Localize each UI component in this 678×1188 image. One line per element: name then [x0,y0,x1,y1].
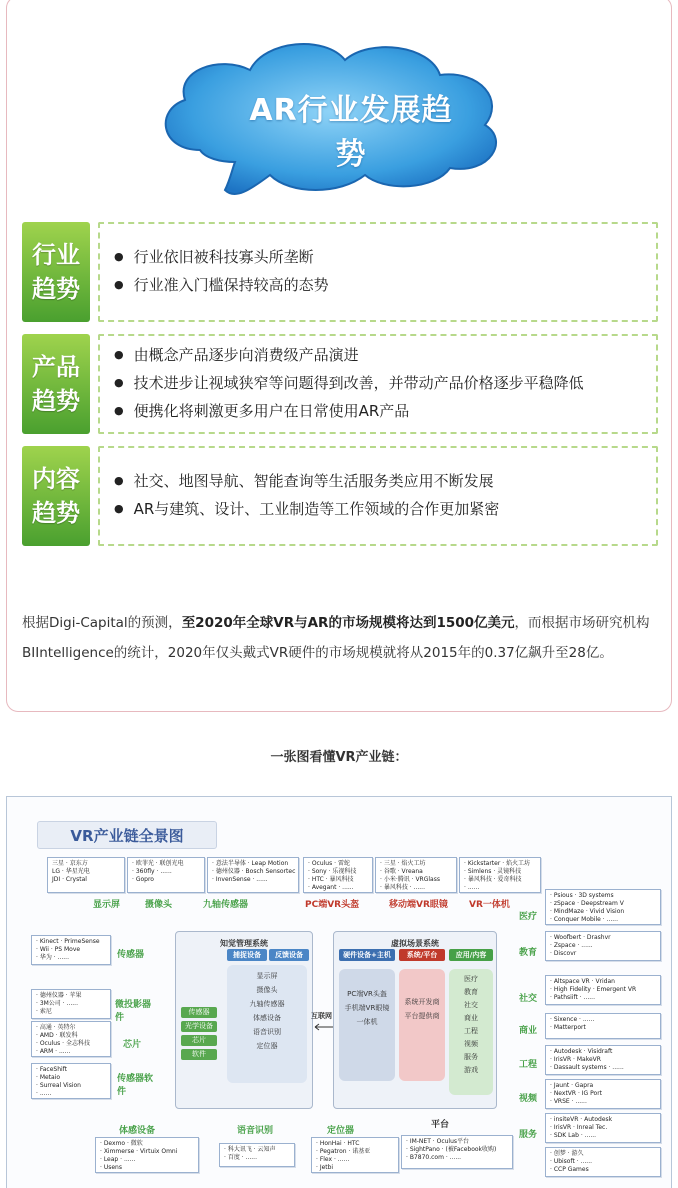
cloud-title: AR行业发展趋势 [249,93,453,172]
box-line: · FaceShift [36,1066,68,1073]
left-box-sensor-software [31,1063,111,1099]
label-locator: 定位器 [327,1126,355,1136]
box-line: · HTC · 暴风科技 [308,876,354,883]
platform-item: 系统开发商 [404,998,440,1006]
bottom-box-voice [219,1143,295,1167]
label-social: 社交 [519,994,538,1004]
paragraph-part1: 根据Digi-Capital的预测， [22,615,182,631]
trend-item: ● AR与建筑、设计、工业制造等工作领域的合作更加紧密 [114,496,656,524]
app-item: 视频 [464,1040,478,1048]
box-line: · 科大讯飞 · 云知声 [224,1146,276,1153]
label-business: 商业 [519,1026,538,1036]
label-platform: 平台 [431,1120,450,1130]
box-line: · Avegant · ...... [308,884,354,891]
app-list [449,969,493,1095]
tag-feedback: 反馈设备 [269,949,309,961]
top-box-sensor [207,857,299,893]
box-line: · insiteVR · Autodesk [550,1116,613,1123]
trend-label-box [22,222,90,322]
right-box-games [545,1147,661,1177]
label-service: 服务 [519,1130,538,1140]
right-box-medical [545,889,661,925]
box-line: · 华为 · ...... [36,954,69,961]
perception-item: 语音识别 [253,1028,281,1036]
right-box-business [545,1013,661,1039]
label-medical: 医疗 [519,912,538,922]
label-display: 显示屏 [93,900,121,910]
box-line: · Usens [100,1164,122,1171]
box-line: · Jaunt · Gapra [550,1082,594,1089]
trend-label-line2: 趋势 [32,499,80,527]
tag-capture: 捕捉设备 [227,949,267,961]
box-line: JDI · Crystal [52,876,87,883]
box-line: · Woofbert · Drashvr [550,934,611,941]
pano-title: VR产业链全景图 [37,821,217,849]
box-line: · Leap · ...... [100,1156,136,1163]
perception-item: 摄像头 [256,986,278,994]
box-line: · 德州仪器 · 苹果 [36,992,82,999]
hardware-item: 一体机 [356,1018,378,1026]
trend-label-line1: 产品 [32,353,80,381]
trend-label-box [22,334,90,434]
top-box-all-in-one [459,857,541,893]
box-line: · 三星 · 焰火工坊 [380,860,426,867]
btn-sensor: 传感器 [181,1007,217,1018]
box-line: · HonHai · HTC [316,1140,360,1147]
trend-label-box [22,446,90,546]
box-line: · Jetbi [316,1164,334,1171]
box-line: · 高通 · 英特尔 [36,1024,76,1031]
box-line: · VRSE · ...... [550,1098,587,1105]
box-line: · Discovr [550,950,577,957]
box-line: · Ximmerse · Virtuix Omni [100,1148,178,1155]
trend-label-line1: 行业 [32,241,80,269]
app-item: 工程 [464,1027,478,1035]
label-all-in-one: VR一体机 [469,900,510,910]
top-box-pc-vr [303,857,373,893]
tag-app: 应用/内容 [449,949,493,961]
right-box-service [545,1113,661,1143]
right-box-social [545,975,661,1005]
app-item: 商业 [464,1014,478,1022]
box-line: · Flex · ...... [316,1156,350,1163]
box-line: · Dexmo · 微软 [100,1140,143,1147]
left-box-projector [31,989,111,1019]
box-line: · Dassault systems · ...... [550,1064,624,1071]
label-video: 视频 [519,1094,538,1104]
trend-label-line2: 趋势 [32,387,80,415]
trend-items-frame [98,446,658,546]
hardware-item: PC端VR头盔 [347,990,387,998]
box-line: · Simlens · 灵镜科技 [464,868,522,875]
box-line: · 暴风科技 · ...... [380,884,425,891]
paragraph-part2: ，而根据市场研究机构BIIntelligence的统计，2020年仅头戴式VR硬件的市场规模就将从2015年的0.37亿飙升至28亿。 [22,615,650,661]
label-pc-vr: PC端VR头盔 [305,900,360,910]
box-line: · MindMaze · Vivid Vision [550,908,625,915]
btn-software: 软件 [181,1049,217,1060]
app-item: 医疗 [464,975,478,983]
hardware-list [339,969,395,1081]
box-line: · 小米·腾讯 · VRGlass [380,876,440,883]
box-line: · IrisVR · MakeVR [550,1056,601,1063]
box-line: · ...... [36,1090,52,1097]
label-education: 教育 [519,948,538,958]
trend-item: ● 社交、地图导航、智能查询等生活服务类应用不断发展 [114,468,656,496]
label-engineering: 工程 [519,1060,538,1070]
btn-optics: 光学设备 [181,1021,217,1032]
box-line: 三星 · 京东方 [52,860,88,867]
trend-item: ● 行业准入门槛保持较高的态势 [114,272,656,300]
box-line: · zSpace · Deepstream V [550,900,624,907]
trend-items-frame [98,334,658,434]
box-line: · Gopro [132,876,154,883]
right-box-video [545,1079,661,1109]
platform-item: 平台提供商 [404,1012,440,1020]
box-line: · Kinect · PrimeSense [36,938,100,945]
box-line: LG · 华星光电 [52,868,90,875]
box-line: · 360fly · ...... [132,868,172,875]
hardware-item: 手机端VR眼镜 [344,1004,390,1012]
box-line: · SightPano · (被Facebook收购) [406,1146,497,1153]
box-line: · Surreal Vision [36,1082,81,1089]
app-item: 教育 [464,988,478,996]
box-line: · High Fidelity · Emergent VR [550,986,637,993]
box-line: · 3M公司 · ...... [36,1000,78,1007]
trend-item: ● 行业依旧被科技寡头所垄断 [114,244,656,272]
label-sensor: 传感器 [117,950,145,960]
box-line: · Psious · 3D systems [550,892,614,899]
label-nine-axis: 九轴传感器 [203,900,249,910]
box-line: · Matterport [550,1024,586,1031]
box-line: · 暴风科技 · 爱奇科技 [464,876,522,883]
tag-platform: 系统/平台 [399,949,445,961]
box-line: · CCP Games [550,1166,589,1173]
box-line: · 创梦 · 游久 [550,1150,584,1157]
box-line: · Wii · PS Move [36,946,81,953]
box-line: · Sony · 乐视科技 [308,868,357,875]
box-line: · Autodesk · Visidraft [550,1048,613,1055]
trend-label-line1: 内容 [32,465,80,493]
box-line: · Ubisoft · ...... [550,1158,593,1165]
box-line: · Kickstarter · 焰火工坊 [464,860,531,867]
top-box-camera [127,857,205,893]
trend-row-content [22,446,658,546]
box-line: · ...... [464,884,480,891]
tag-hardware: 硬件设备+主机 [339,949,395,961]
vr-panorama [6,796,672,1188]
top-box-display [47,857,125,893]
top-box-mobile-vr [375,857,457,893]
app-item: 游戏 [464,1066,478,1074]
trend-item: ● 便携化将刺激更多用户在日常使用AR产品 [114,398,656,426]
box-line: · Oculus · 全志科技 [36,1040,90,1047]
perception-title: 知觉管理系统 [220,939,268,948]
platform-list [399,969,445,1081]
box-line: · Pegatron · 诺基亚 [316,1148,371,1155]
perception-item: 定位器 [256,1042,278,1050]
label-voice: 语音识别 [237,1126,274,1136]
box-line: · Sixence · ...... [550,1016,595,1023]
label-motion: 体感设备 [119,1126,156,1136]
right-box-education [545,931,661,961]
perception-item: 九轴传感器 [249,1000,285,1008]
trend-label-line2: 趋势 [32,275,80,303]
box-line: · B7870.com · ...... [406,1154,462,1161]
bottom-box-motion [95,1137,199,1173]
box-line: · Pathsiift · ...... [550,994,595,1001]
box-line: · IM-NET · Oculus平台 [406,1138,470,1145]
right-box-engineering [545,1045,661,1075]
trend-item: ● 由概念产品逐步向消费级产品演进 [114,342,656,370]
app-item: 社交 [464,1001,478,1009]
paragraph-bold: 至2020年全球VR与AR的市场规模将达到1500亿美元 [181,615,515,631]
box-line: · 德州仪器 · Bosch Sensortec [212,868,296,875]
box-line: · Zspace · ...... [550,942,593,949]
app-item: 服务 [464,1053,478,1061]
trend-item: ● 技术进步让视域狭窄等问题得到改善，并带动产品价格逐步平稳降低 [114,370,656,398]
box-line: · AMD · 联发科 [36,1032,78,1039]
box-line: · NextVR · IG Port [550,1090,603,1097]
left-box-chip [31,1021,111,1057]
perception-item: 体感设备 [253,1014,281,1022]
virtual-title: 虚拟场景系统 [391,939,439,948]
label-projector: 微投影器件 [115,1000,152,1023]
left-box-sensor [31,935,111,965]
box-line: · Oculus · 雷蛇 [308,860,350,867]
box-line: · InvenSense · ...... [212,876,268,883]
label-sensor-software: 传感器软件 [117,1074,154,1097]
perception-item: 显示屏 [256,972,278,980]
perception-items [227,965,307,1083]
box-line: · Metaio [36,1074,61,1081]
box-line: · 欧菲光 · 联创光电 [132,860,184,867]
label-internet: 互联网 [311,1012,332,1020]
trend-row-industry [22,222,658,322]
box-line: · IrisVR · Inreal Tec. [550,1124,608,1131]
box-line: · 索尼 [36,1008,52,1015]
box-line: · Conquer Mobile · ...... [550,916,619,923]
btn-chip: 芯片 [181,1035,217,1046]
box-line: · 意法半导体 · Leap Motion [212,860,289,867]
box-line: · 谷歌 · Vreana [380,868,423,875]
box-line: · ARM · ...... [36,1048,71,1055]
box-line: · 百度 · ...... [224,1154,257,1161]
label-camera: 摄像头 [145,900,173,910]
bottom-box-locator [311,1137,399,1173]
section-subheading: 一张图看懂VR产业链： [270,750,408,765]
trend-items-frame [98,222,658,322]
box-line: · Altspace VR · Vridan [550,978,615,985]
market-paragraph [22,608,662,668]
label-chip: 芯片 [123,1040,142,1050]
trend-row-product [22,334,658,434]
bottom-box-platform [401,1135,513,1169]
label-mobile-vr: 移动端VR眼镜 [389,900,448,910]
box-line: · SDK Lab · ...... [550,1132,597,1139]
